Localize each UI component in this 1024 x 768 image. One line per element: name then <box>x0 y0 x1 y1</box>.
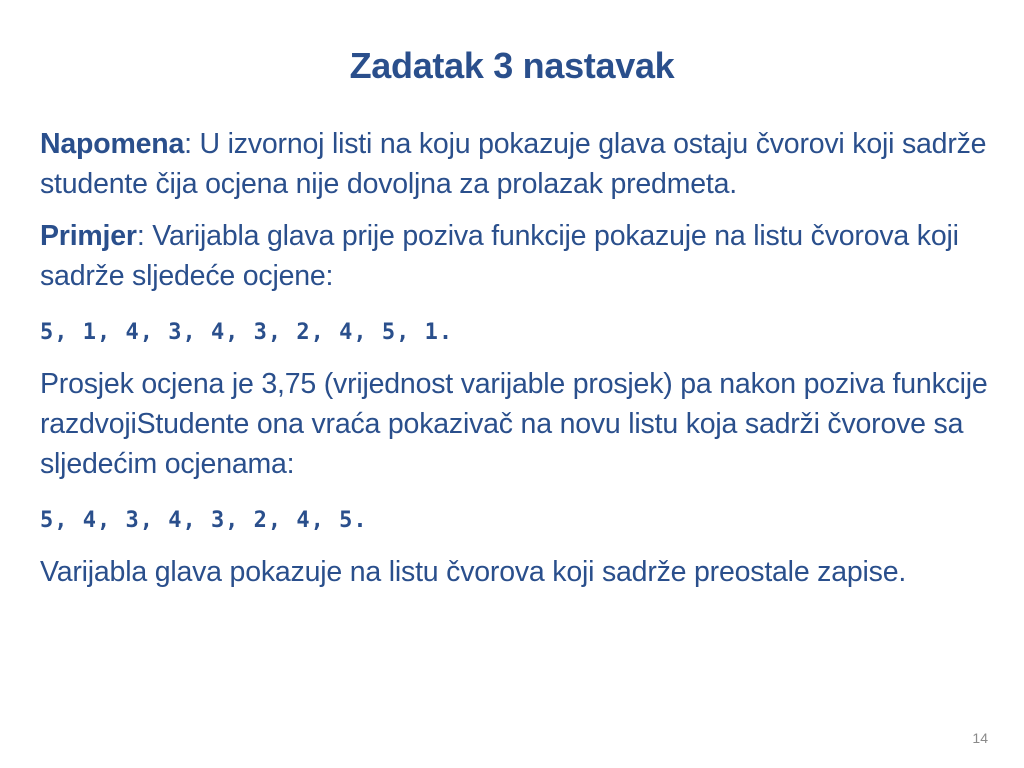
napomena-separator: : <box>184 128 192 160</box>
napomena-paragraph <box>40 124 1000 204</box>
primjer-separator: : <box>136 220 145 252</box>
grades-after-list: 5, 4, 3, 4, 3, 2, 4, 5. <box>40 508 368 533</box>
closing-paragraph: Varijabla glava pokazuje na listu čvorova koji sadrže preostale zapise. <box>40 556 907 588</box>
slide-title: Zadatak 3 nastavak <box>349 45 675 86</box>
primjer-label: Primjer <box>40 220 137 252</box>
grades-before-list: 5, 1, 4, 3, 4, 3, 2, 4, 5, 1. <box>40 320 454 345</box>
napomena-text: U izvornoj listi na koju pokazuje glava ostaju čvorovi koji sadrže studente čija ocjena nije dovoljna za prolazak predmeta. <box>40 128 987 200</box>
napomena-label: Napomena <box>40 128 185 160</box>
slide-body <box>40 124 1000 604</box>
prosjek-paragraph: Prosjek ocjena je 3,75 (vrijednost varijable prosjek) pa nakon poziva funkcije razdvojiStudente ona vraća pokazivač na novu listu koja sadrži čvorove sa sljedećim ocjenama: <box>40 368 988 480</box>
primjer-text: Varijabla glava prije poziva funkcije pokazuje na listu čvorova koji sadrže sljedeće ocjene: <box>40 220 959 292</box>
primjer-paragraph <box>40 216 1000 296</box>
page-number: 14 <box>972 730 988 746</box>
